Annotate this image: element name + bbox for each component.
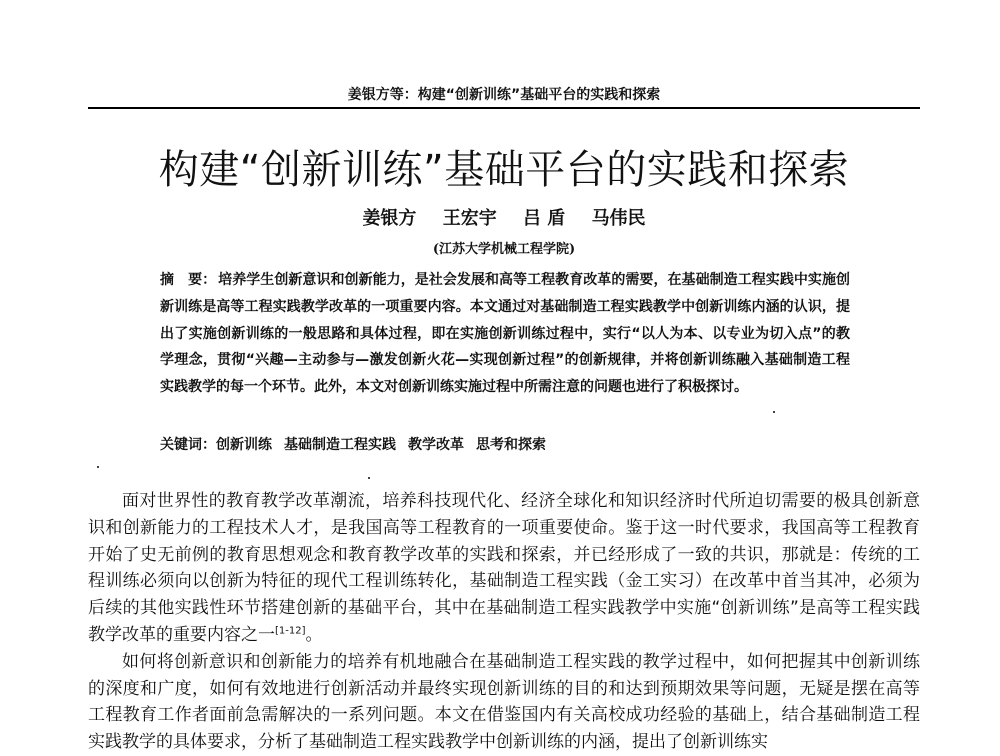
paper-title: 构建“创新训练”基础平台的实践和探索 — [158, 147, 850, 193]
paragraph-end: 。 — [305, 624, 323, 645]
body-text — [88, 488, 920, 756]
keyword: 教学改革 — [408, 437, 464, 453]
author-name: 马伟民 — [591, 208, 646, 229]
abstract-label: 摘 要： — [160, 272, 217, 288]
abstract — [160, 267, 850, 401]
body-paragraph — [88, 488, 920, 649]
keywords — [160, 433, 850, 457]
keywords-label: 关键词： — [160, 437, 216, 453]
scan-speck — [368, 477, 370, 479]
keyword: 思考和探索 — [476, 437, 546, 453]
author-name: 吕 盾 — [523, 208, 566, 229]
author-list — [88, 207, 920, 231]
scan-speck — [97, 466, 99, 468]
citation: [1-12] — [275, 625, 306, 637]
author-name: 王宏宇 — [442, 208, 497, 229]
header-rule — [88, 107, 920, 109]
body-paragraph: 如何将创新意识和创新能力的培养有机地融合在基础制造工程实践的教学过程中，如何把握其中创新训练的深度和广度，如何有效地进行创新活动并最终实现创新训练的目的和达到预期效果等问题，无疑是摆在高等工程教育工作者面前急需解决的一系列问题。本文在借鉴国内有关高校成功经验的基础上，结合基础制造工程实践教学的具体要求，分析了基础制造工程实践教学中创新训练的内涵，提出了创新训练实 — [88, 651, 920, 753]
scan-speck — [773, 411, 775, 413]
keyword: 基础制造工程实践 — [284, 437, 396, 453]
abstract-text: 培养学生创新意识和创新能力，是社会发展和高等工程教育改革的需要，在基础制造工程实践中实施创新训练是高等工程实践教学改革的一项重要内容。本文通过对基础制造工程实践教学中创新训练内涵的认识，提出了实施创新训练的一般思路和具体过程，即在实施创新训练过程中，实行“以人为本、以专业为切入点”的教学理念，贯彻“兴趣—主动参与—激发创新火花—实现创新过程”的创新规律，并将创新训练融入基础制造工程实践教学的每一个环节。此外，本文对创新训练实施过程中所需注意的问题也进行了积极探讨。 — [160, 272, 851, 396]
author-name: 姜银方 — [362, 208, 417, 229]
paragraph-text: 面对世界性的教育教学改革潮流，培养科技现代化、经济全球化和知识经济时代所迫切需要的极具创新意识和创新能力的工程技术人才，是我国高等工程教育的一项重要使命。鉴于这一时代要求，我国高等工程教育开始了史无前例的教育思想观念和教育教学改革的实践和探索，并已经形成了一致的共识，那就是：传统的工程训练必须向以创新为特征的现代工程训练转化，基础制造工程实践（金工实习）在改革中首当其冲，必须为后续的其他实践性环节搭建创新的基础平台，其中在基础制造工程实践教学中实施“创新训练”是高等工程实践教学改革的重要内容之一 — [88, 491, 920, 645]
affiliation: (江苏大学机械工程学院) — [432, 242, 576, 257]
running-head: 姜银方等：构建“创新训练”基础平台的实践和探索 — [347, 87, 661, 103]
keyword: 创新训练 — [216, 437, 272, 453]
